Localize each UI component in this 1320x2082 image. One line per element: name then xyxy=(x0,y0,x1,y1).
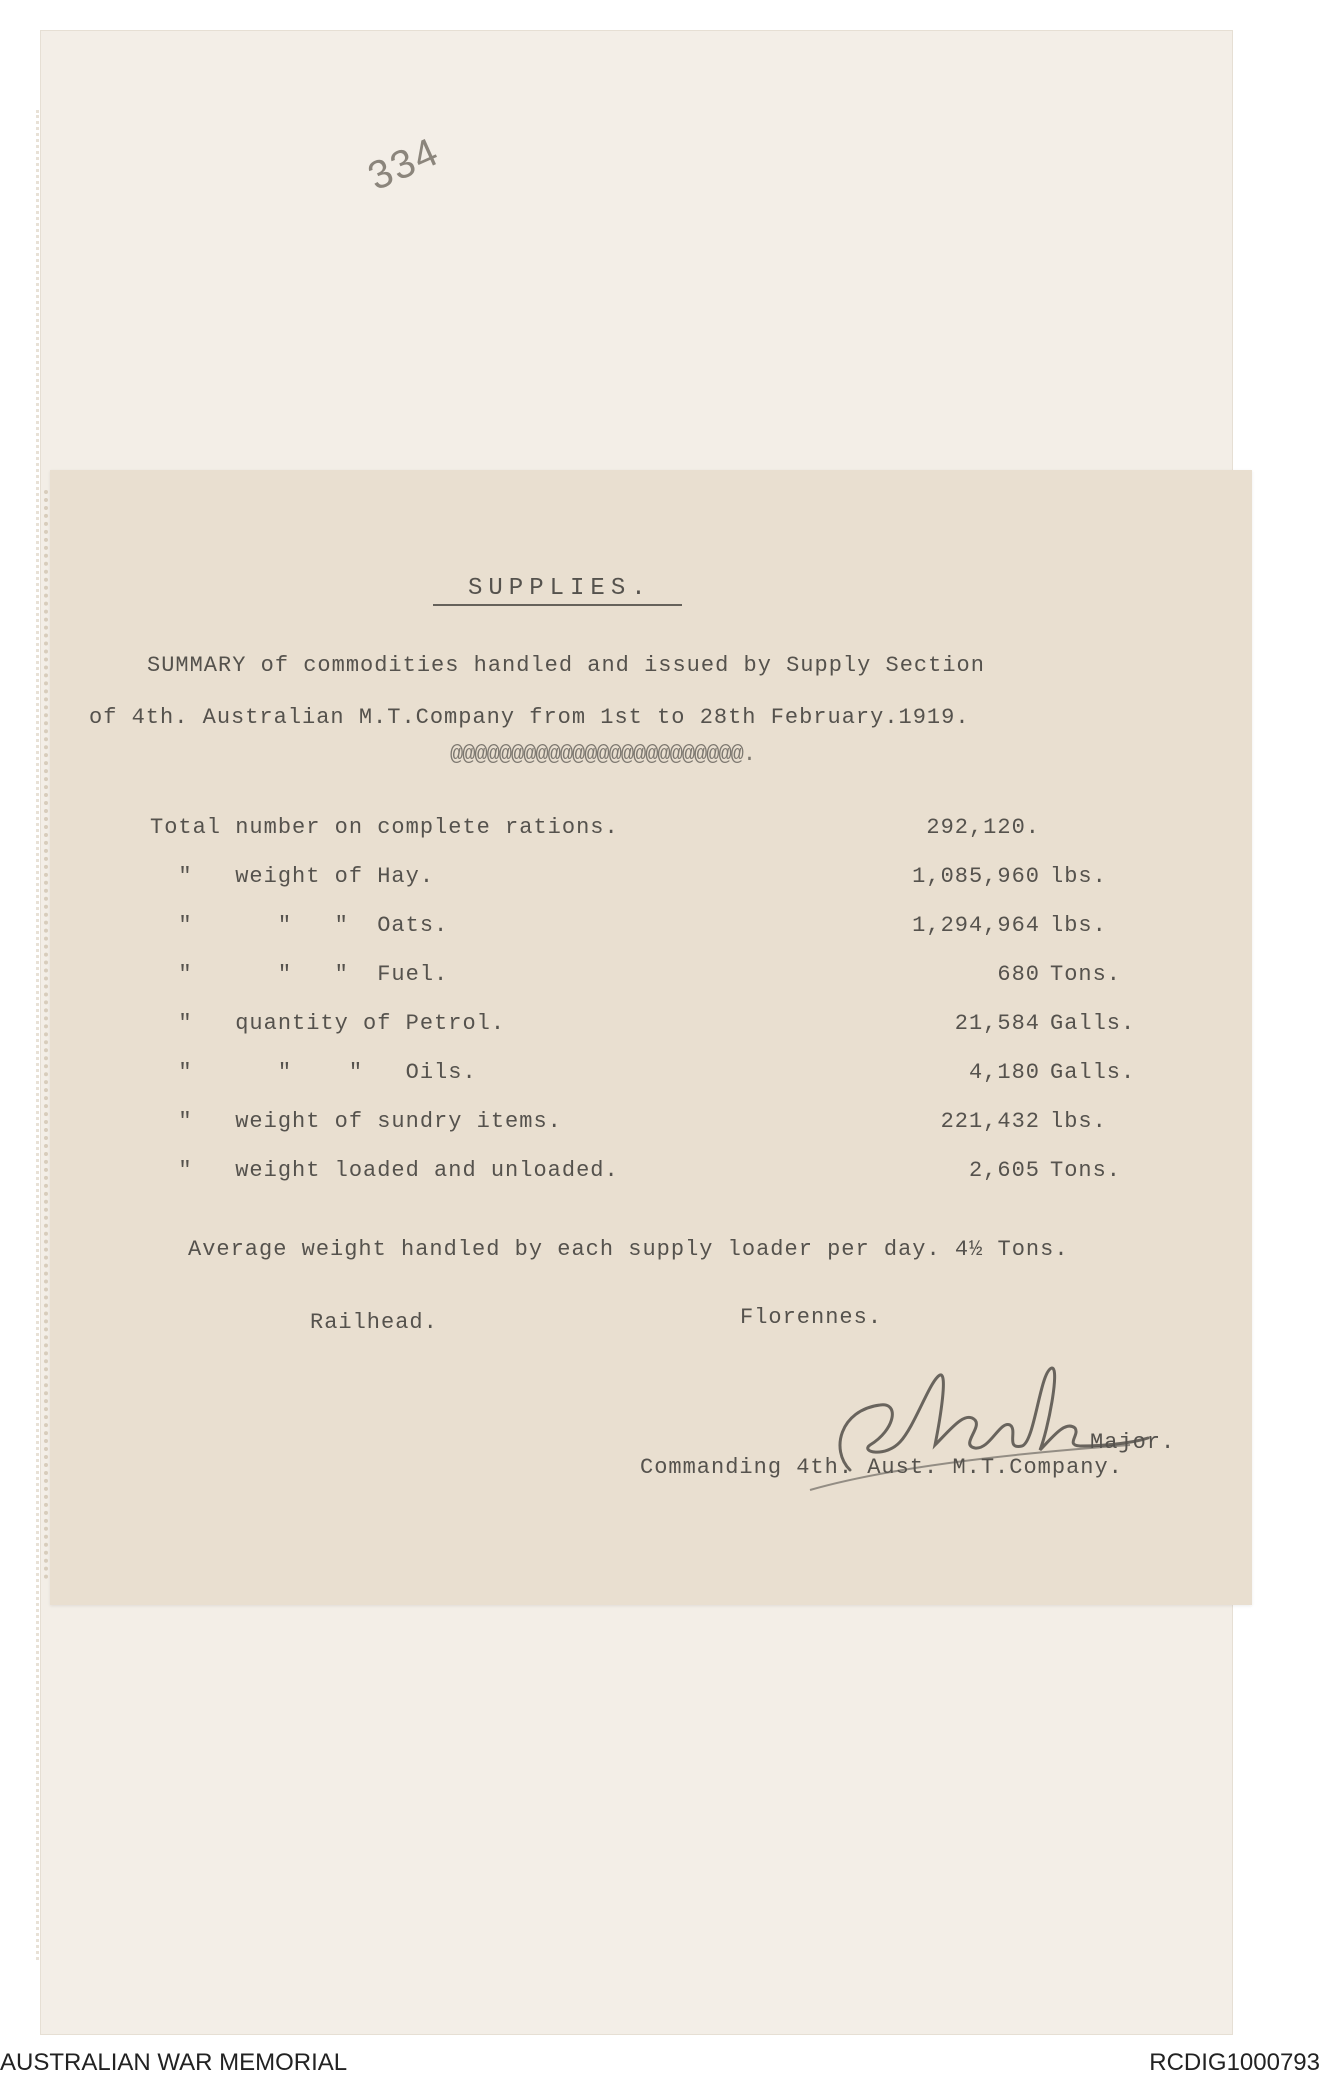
row-value: 21,584 xyxy=(954,1011,1040,1036)
table-row xyxy=(150,1109,1150,1158)
average-weight-line: Average weight handled by each supply loader per day. 4½ Tons. xyxy=(188,1237,1069,1262)
row-label: Total number on complete rations. xyxy=(150,815,619,840)
table-row xyxy=(150,1158,1150,1207)
row-value: 2,605 xyxy=(968,1158,1040,1183)
row-unit: lbs. xyxy=(1050,1109,1107,1134)
row-unit: Tons. xyxy=(1050,962,1122,987)
row-value: 1,294,964 xyxy=(912,913,1040,938)
row-value: 1,085,960 xyxy=(912,864,1040,889)
row-value: 680 xyxy=(997,962,1040,987)
table-row xyxy=(150,815,1150,864)
archive-credit: AUSTRALIAN WAR MEMORIAL xyxy=(0,2049,348,2076)
document-heading: SUPPLIES. xyxy=(433,575,682,606)
summary-paragraph xyxy=(89,640,1147,744)
signatory-rank: Major. xyxy=(1090,1430,1176,1455)
row-unit: Tons. xyxy=(1050,1158,1122,1183)
row-unit: Galls. xyxy=(1050,1060,1136,1085)
row-value: 4,180 xyxy=(968,1060,1040,1085)
table-row xyxy=(150,1060,1150,1109)
archive-id: RCDIG1000793 xyxy=(1149,2049,1320,2076)
summary-line-2: of 4th. Australian M.T.Company from 1st to 28th February.1919. xyxy=(89,705,970,730)
table-row xyxy=(150,864,1150,913)
row-label: " " " Oats. xyxy=(150,913,449,938)
row-label: " weight of sundry items. xyxy=(150,1109,562,1134)
row-value: 292,120. xyxy=(926,815,1040,840)
signatory-command: Commanding 4th. Aust. M.T.Company. xyxy=(640,1455,1123,1480)
table-row xyxy=(150,913,1150,962)
table-row xyxy=(150,962,1150,1011)
railhead-value: Florennes. xyxy=(740,1305,883,1330)
row-label: " " " Fuel. xyxy=(150,962,449,987)
commodities-table xyxy=(150,815,1150,1207)
row-label: " quantity of Petrol. xyxy=(150,1011,506,1036)
row-unit: lbs. xyxy=(1050,864,1107,889)
row-label: " " " Oils. xyxy=(150,1060,477,1085)
row-unit: Galls. xyxy=(1050,1011,1136,1036)
summary-line-1: SUMMARY of commodities handled and issued by Supply Section xyxy=(147,653,985,678)
page-number: 334 xyxy=(361,129,447,200)
row-label: " weight of Hay. xyxy=(150,864,435,889)
row-value: 221,432 xyxy=(940,1109,1040,1134)
railhead-label: Railhead. xyxy=(310,1310,438,1335)
row-label: " weight loaded and unloaded. xyxy=(150,1158,619,1183)
table-row xyxy=(150,1011,1150,1060)
separator-line: @@@@@@@@@@@@@@@@@@@@@@@@. xyxy=(450,742,756,767)
row-unit: lbs. xyxy=(1050,913,1107,938)
supplies-document xyxy=(50,470,1252,1605)
